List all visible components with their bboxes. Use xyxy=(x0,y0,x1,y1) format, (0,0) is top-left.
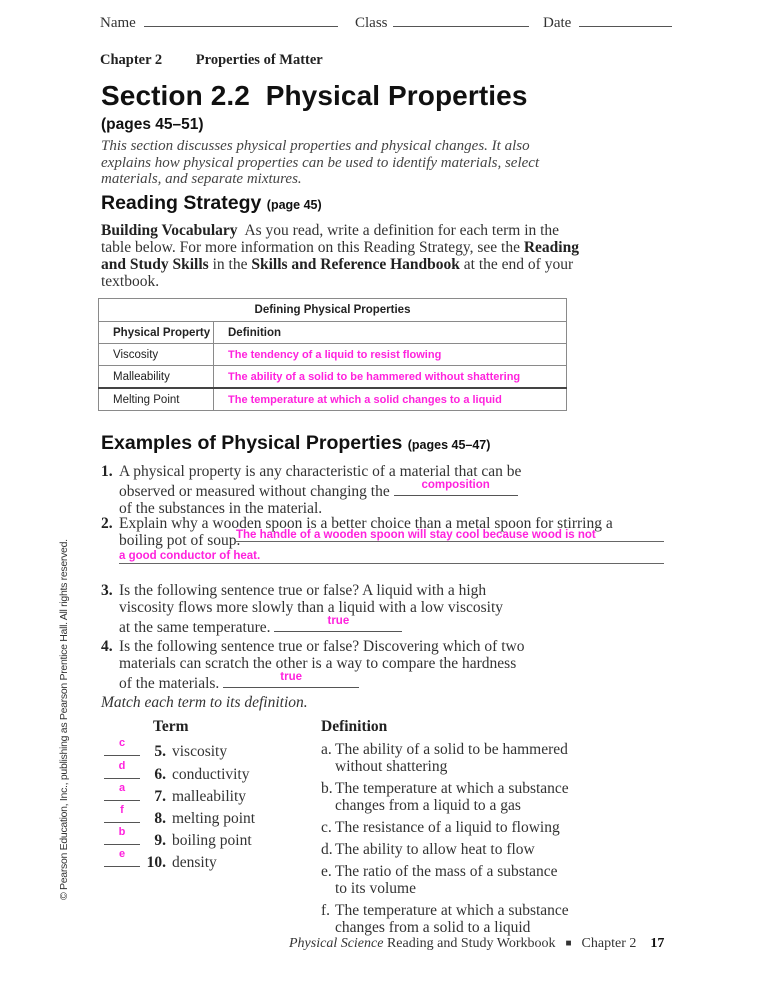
answer-text: a good conductor of heat. xyxy=(119,550,261,562)
class-label: Class xyxy=(355,15,388,31)
bullet-icon: ■ xyxy=(565,938,572,950)
name-blank[interactable] xyxy=(144,12,338,27)
question-number: 4. xyxy=(101,638,113,655)
term-label: conductivity xyxy=(172,766,250,783)
question-text: Is the following sentence true or false? Discovering which of two xyxy=(119,638,525,655)
date-blank[interactable] xyxy=(579,12,672,27)
name-label: Name xyxy=(100,15,136,31)
question-text: boiling pot of soup. xyxy=(119,532,241,549)
instruction-text: at the end of your textbook. xyxy=(101,256,577,290)
defining-properties-table xyxy=(98,298,567,411)
examples-title: Examples of Physical Properties xyxy=(101,432,403,454)
definition-text: changes from a liquid to a gas xyxy=(335,797,521,814)
term-row xyxy=(104,760,250,783)
definition-letter: d. xyxy=(321,841,333,858)
instruction-text: As you read, write a definition for each term in the table below. For more information on this Reading Strategy, see the xyxy=(101,222,563,256)
reading-strategy-heading xyxy=(101,192,322,215)
match-answer-blank[interactable] xyxy=(104,782,140,801)
page-number: 17 xyxy=(650,936,665,951)
question-3 xyxy=(101,582,503,636)
table-caption: Defining Physical Properties xyxy=(99,299,567,322)
term-number: 6. xyxy=(154,766,166,783)
definition-item xyxy=(321,841,621,858)
definition-item xyxy=(321,902,621,936)
col-header-property: Physical Property xyxy=(99,322,214,344)
answer-blank[interactable] xyxy=(394,480,518,496)
answer-text: true xyxy=(280,671,303,683)
term-label: viscosity xyxy=(172,743,228,760)
definition-item xyxy=(321,780,621,814)
name-field[interactable] xyxy=(100,12,338,32)
property-cell: Melting Point xyxy=(99,388,214,411)
question-text: at the same temperature. xyxy=(119,619,271,636)
definition-text: The ratio of the mass of a substance xyxy=(335,863,558,880)
match-answer: f xyxy=(120,804,124,816)
term-label: melting point xyxy=(172,810,256,827)
book-title-italic: Physical Science xyxy=(289,936,384,951)
date-field[interactable] xyxy=(543,12,672,32)
question-text: materials can scratch the other is a way to compare the hardness xyxy=(119,655,517,672)
question-text: observed or measured without changing the xyxy=(119,483,390,500)
match-answer-blank[interactable] xyxy=(104,826,140,845)
match-answer: b xyxy=(118,826,126,838)
definition-header: Definition xyxy=(321,718,388,735)
answer-line-2b[interactable] xyxy=(119,563,664,564)
match-answer-blank[interactable] xyxy=(104,760,140,779)
examples-heading xyxy=(101,432,490,455)
term-row xyxy=(104,782,247,805)
section-title: Section 2.2 Physical Properties xyxy=(101,80,528,111)
match-answer: e xyxy=(118,848,126,860)
term-row xyxy=(104,848,217,871)
term-label: boiling point xyxy=(172,832,252,849)
question-text: A physical property is any characteristic of a material that can be xyxy=(119,463,522,480)
answer-line-2a[interactable] xyxy=(235,541,664,542)
term-number: 5. xyxy=(154,743,166,760)
handbook-reference: Skills and Reference Handbook xyxy=(251,256,460,273)
instruction-text: in the xyxy=(208,256,252,273)
definition-answer[interactable]: The ability of a solid to be hammered without shattering xyxy=(214,366,567,389)
definition-letter: e. xyxy=(321,863,332,880)
question-4 xyxy=(101,638,524,692)
definition-letter: a. xyxy=(321,741,332,758)
term-row xyxy=(104,826,252,849)
match-answer: a xyxy=(118,782,126,794)
section-pages: (pages 45–51) xyxy=(101,116,204,133)
chapter-title: Properties of Matter xyxy=(195,52,323,68)
question-text: of the substances in the material. xyxy=(119,500,323,517)
question-text: viscosity flows more slowly than a liquid with a low viscosity xyxy=(119,599,504,616)
property-cell: Malleability xyxy=(99,366,214,389)
answer-blank[interactable] xyxy=(223,672,359,688)
term-number: 7. xyxy=(154,788,166,805)
definition-text: The ability to allow heat to flow xyxy=(335,841,535,858)
property-cell: Viscosity xyxy=(99,344,214,366)
term-label: malleability xyxy=(172,788,247,805)
col-header-definition: Definition xyxy=(214,322,567,344)
term-number: 8. xyxy=(154,810,166,827)
match-answer: d xyxy=(118,760,126,772)
definition-item xyxy=(321,741,621,775)
definition-text: The resistance of a liquid to flowing xyxy=(335,819,560,836)
class-blank[interactable] xyxy=(393,12,529,27)
page-footer xyxy=(289,936,664,952)
question-number: 2. xyxy=(101,515,113,532)
term-header: Term xyxy=(153,718,189,735)
definition-text: to its volume xyxy=(335,880,416,897)
term-number: 9. xyxy=(154,832,166,849)
term-number: 10. xyxy=(146,854,166,871)
date-label: Date xyxy=(543,15,572,31)
answer-text: The handle of a wooden spoon will stay cool because wood is not xyxy=(236,529,596,541)
definition-item xyxy=(321,819,621,836)
definition-text: The temperature at which a substance xyxy=(335,902,569,919)
skills-reference: Reading and Study Skills xyxy=(101,239,583,273)
question-text: Is the following sentence true or false? A liquid with a high xyxy=(119,582,487,599)
answer-text: composition xyxy=(421,479,490,491)
reading-strategy-title: Reading Strategy xyxy=(101,192,262,214)
table-row xyxy=(99,366,567,389)
definition-letter: b. xyxy=(321,780,333,797)
reading-strategy-instructions xyxy=(101,222,581,290)
question-number: 3. xyxy=(101,582,113,599)
reading-strategy-pages: (page 45) xyxy=(266,198,322,212)
definition-letter: c. xyxy=(321,819,332,836)
definition-answer[interactable]: The temperature at which a solid changes to a liquid xyxy=(214,388,567,411)
definition-item xyxy=(321,863,621,897)
match-answer-blank[interactable] xyxy=(104,848,140,867)
definition-letter: f. xyxy=(321,902,331,919)
chapter-header xyxy=(100,52,323,69)
class-field[interactable] xyxy=(355,12,529,32)
definition-text: The ability of a solid to be hammered xyxy=(335,741,568,758)
answer-text: true xyxy=(327,615,350,627)
definition-answer[interactable]: The tendency of a liquid to resist flowing xyxy=(214,344,567,366)
table-row xyxy=(99,344,567,366)
answer-blank[interactable] xyxy=(274,616,402,632)
match-answer-blank[interactable] xyxy=(104,737,140,756)
term-row xyxy=(104,804,256,827)
examples-pages: (pages 45–47) xyxy=(407,438,491,452)
term-row xyxy=(104,737,228,760)
footer-chapter: Chapter 2 xyxy=(581,936,637,951)
question-text: of the materials. xyxy=(119,675,220,692)
match-answer: c xyxy=(118,737,126,749)
table-row xyxy=(99,388,567,411)
copyright-notice: © Pearson Education, Inc., publishing as Pearson Prentice Hall. All rights reserved. xyxy=(58,539,70,900)
term-label: density xyxy=(172,854,217,871)
book-title: Reading and Study Workbook xyxy=(383,936,556,951)
definition-text: The temperature at which a substance xyxy=(335,780,569,797)
section-intro: This section discusses physical properties and physical changes. It also explains how physical properties can be used to identify materials, select materials, and separate mixtures. xyxy=(101,138,540,187)
building-vocabulary-label: Building Vocabulary xyxy=(101,222,238,239)
match-answer-blank[interactable] xyxy=(104,804,140,823)
question-1 xyxy=(101,463,521,517)
question-number: 1. xyxy=(101,463,113,480)
definition-text: without shattering xyxy=(335,758,448,775)
matching-instruction: Match each term to its definition. xyxy=(101,694,308,711)
definition-text: changes from a solid to a liquid xyxy=(335,919,531,936)
question-text: Explain why a wooden spoon is a better choice than a metal spoon for stirring a xyxy=(119,515,613,532)
chapter-label: Chapter 2 xyxy=(100,52,163,68)
